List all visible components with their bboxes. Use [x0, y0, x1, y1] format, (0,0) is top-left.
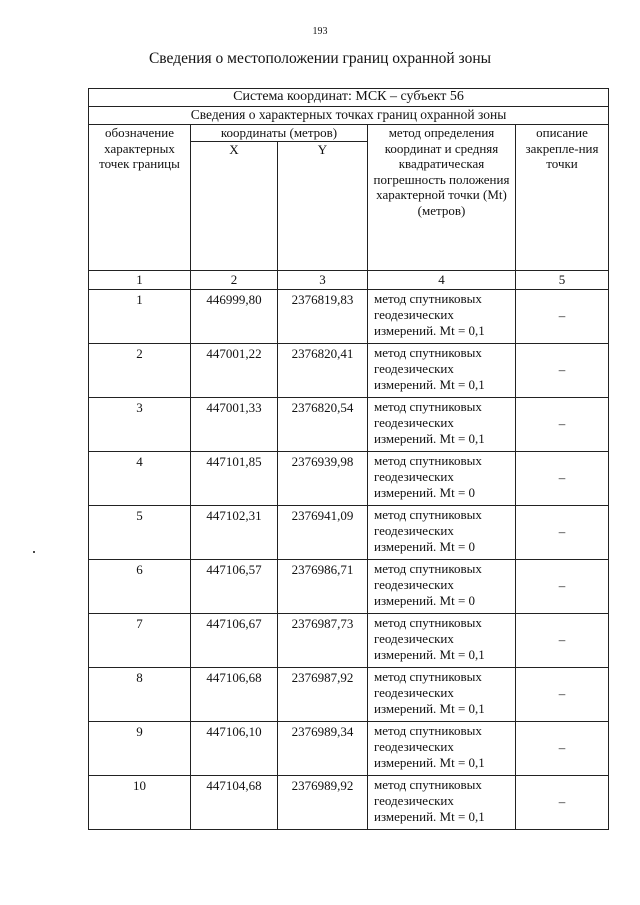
column-number: 1 — [89, 270, 191, 289]
column-number: 3 — [278, 270, 368, 289]
description-cell: – — [516, 289, 609, 343]
table-row — [89, 289, 609, 343]
y-coordinate-cell: 2376989,92 — [278, 775, 368, 829]
table-row — [89, 667, 609, 721]
x-coordinate-cell: 447001,33 — [191, 397, 278, 451]
description-cell: – — [516, 613, 609, 667]
description-cell: – — [516, 451, 609, 505]
column-number: 5 — [516, 270, 609, 289]
point-number-cell: 3 — [89, 397, 191, 451]
boundary-points-table — [88, 88, 609, 830]
column-number: 4 — [368, 270, 516, 289]
table-row — [89, 613, 609, 667]
table-row — [89, 343, 609, 397]
y-coordinate-cell: 2376987,73 — [278, 613, 368, 667]
description-cell: – — [516, 667, 609, 721]
method-cell: метод спутниковых геодезических измерений. Mt = 0 — [368, 451, 516, 505]
x-coordinate-cell: 446999,80 — [191, 289, 278, 343]
point-number-cell: 6 — [89, 559, 191, 613]
header-description: описание закрепле-ния точки — [516, 125, 609, 271]
method-cell: метод спутниковых геодезических измерений. Mt = 0 — [368, 559, 516, 613]
table-row — [89, 397, 609, 451]
point-number-cell: 2 — [89, 343, 191, 397]
y-coordinate-cell: 2376819,83 — [278, 289, 368, 343]
method-cell: метод спутниковых геодезических измерений. Mt = 0,1 — [368, 289, 516, 343]
x-coordinate-cell: 447106,68 — [191, 667, 278, 721]
point-number-cell: 8 — [89, 667, 191, 721]
description-cell: – — [516, 559, 609, 613]
description-cell: – — [516, 775, 609, 829]
caption-row-points — [89, 107, 609, 125]
caption-row-system — [89, 89, 609, 107]
point-number-cell: 10 — [89, 775, 191, 829]
x-coordinate-cell: 447102,31 — [191, 505, 278, 559]
method-cell: метод спутниковых геодезических измерений. Mt = 0,1 — [368, 667, 516, 721]
table-row — [89, 451, 609, 505]
y-coordinate-cell: 2376820,54 — [278, 397, 368, 451]
table-row — [89, 775, 609, 829]
y-coordinate-cell: 2376987,92 — [278, 667, 368, 721]
method-cell: метод спутниковых геодезических измерений. Mt = 0,1 — [368, 775, 516, 829]
header-designation: обозначение характерных точек границы — [89, 125, 191, 271]
header-y: Y — [278, 141, 368, 270]
x-coordinate-cell: 447106,10 — [191, 721, 278, 775]
x-coordinate-cell: 447001,22 — [191, 343, 278, 397]
x-coordinate-cell: 447101,85 — [191, 451, 278, 505]
method-cell: метод спутниковых геодезических измерений. Mt = 0 — [368, 505, 516, 559]
header-row — [89, 125, 609, 142]
point-number-cell: 9 — [89, 721, 191, 775]
header-coordinates: координаты (метров) — [191, 125, 368, 142]
points-info-caption: Сведения о характерных точках границ охранной зоны — [89, 107, 609, 125]
stray-dot — [33, 551, 35, 553]
column-number-row — [89, 270, 609, 289]
table-row — [89, 505, 609, 559]
point-number-cell: 7 — [89, 613, 191, 667]
y-coordinate-cell: 2376986,71 — [278, 559, 368, 613]
description-cell: – — [516, 343, 609, 397]
description-cell: – — [516, 397, 609, 451]
method-cell: метод спутниковых геодезических измерений. Mt = 0,1 — [368, 343, 516, 397]
y-coordinate-cell: 2376941,09 — [278, 505, 368, 559]
method-cell: метод спутниковых геодезических измерений. Mt = 0,1 — [368, 721, 516, 775]
page-title: Сведения о местоположении границ охранной зоны — [148, 50, 492, 67]
table-row — [89, 721, 609, 775]
method-cell: метод спутниковых геодезических измерений. Mt = 0,1 — [368, 397, 516, 451]
point-number-cell: 1 — [89, 289, 191, 343]
method-cell: метод спутниковых геодезических измерений. Mt = 0,1 — [368, 613, 516, 667]
x-coordinate-cell: 447106,67 — [191, 613, 278, 667]
point-number-cell: 5 — [89, 505, 191, 559]
y-coordinate-cell: 2376820,41 — [278, 343, 368, 397]
point-number-cell: 4 — [89, 451, 191, 505]
y-coordinate-cell: 2376939,98 — [278, 451, 368, 505]
description-cell: – — [516, 721, 609, 775]
y-coordinate-cell: 2376989,34 — [278, 721, 368, 775]
header-x: X — [191, 141, 278, 270]
table-row — [89, 559, 609, 613]
page-number: 193 — [312, 26, 328, 37]
coordinate-system-caption: Система координат: МСК – субъект 56 — [89, 89, 609, 107]
x-coordinate-cell: 447104,68 — [191, 775, 278, 829]
header-method: метод определения координат и средняя квадратическая погрешность положения характерной точки (Mt) (метров) — [368, 125, 516, 271]
column-number: 2 — [191, 270, 278, 289]
description-cell: – — [516, 505, 609, 559]
x-coordinate-cell: 447106,57 — [191, 559, 278, 613]
